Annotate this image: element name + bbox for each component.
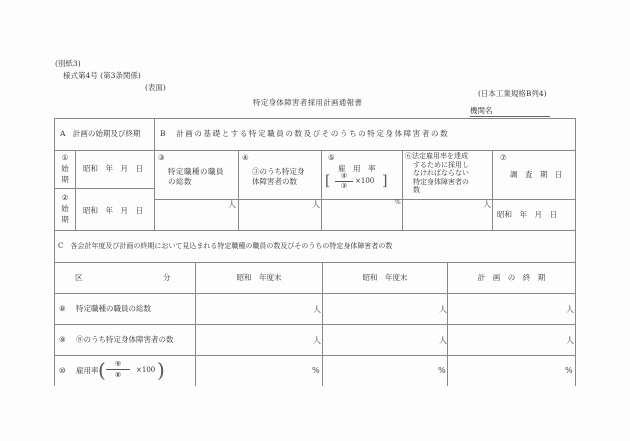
row10-input-3[interactable] [448, 356, 574, 386]
col6-label [405, 152, 469, 195]
label-line: の総数 [168, 177, 192, 186]
formula-multiplier: ×100 [136, 366, 156, 374]
side-label: (表面) [145, 83, 166, 92]
start-period-1-date[interactable]: 昭和 年 月 日 [83, 164, 143, 173]
column-header-fy1: 昭和 年度末 [236, 273, 282, 282]
circled-number: ② [61, 193, 69, 202]
col4-input[interactable] [239, 200, 320, 230]
label-line: 数 [413, 186, 420, 194]
section-a-heading: A 計画の始期及び終期 [60, 129, 141, 138]
row10-unit-3: % [565, 366, 573, 375]
label-char: 始 [61, 204, 69, 213]
col5-number: ⑤ [328, 153, 335, 162]
row10-unit-2: % [438, 366, 446, 375]
col3-input[interactable] [155, 200, 237, 230]
section-c-heading: C 各会計年度及び計画の終期において見込まれる特定職種の職員の数及びそのうちの特定身体障害者の数 [58, 242, 393, 250]
row9-unit-1: 人 [313, 336, 321, 345]
survey-date[interactable]: 昭和 年 月 日 [497, 210, 557, 219]
row9-input-1[interactable] [196, 325, 321, 355]
formula-numerator: ④ [335, 172, 353, 182]
agency-name-field[interactable] [470, 105, 550, 117]
row8-input-3[interactable] [448, 294, 574, 324]
category-header-left: 区 [75, 273, 83, 282]
label-line: 特定身体障害者の [413, 177, 469, 186]
circled-number: ① [61, 153, 69, 162]
section-b-heading: B 計画の基礎とする特定職員の数及びそのうちの特定身体障害者の数 [160, 129, 450, 138]
label-char: 始 [61, 164, 69, 173]
column-header-fy2: 昭和 年度末 [362, 273, 408, 282]
row9-input-2[interactable] [323, 325, 446, 355]
column-header-plan-end: 計 画 の 終 期 [477, 273, 546, 282]
label-line: なければならない [413, 169, 469, 177]
start-period-1-label [58, 152, 72, 185]
formula-multiplier: ×100 [355, 177, 375, 185]
row10-label: 雇用率 [76, 366, 99, 375]
label-line: 特定職種の職員 [168, 167, 224, 176]
row8-number: ⑧ [59, 304, 66, 313]
row8-input-1[interactable] [196, 294, 321, 324]
col6-input[interactable] [403, 200, 491, 230]
label-char: 期 [61, 215, 69, 224]
label-char: 期 [61, 175, 69, 184]
document-title: 特定身体障害者採用計画通報書 [253, 98, 363, 107]
col5-input[interactable] [322, 200, 401, 230]
col6-unit: 人 [483, 200, 491, 209]
row8-label: 特定職種の職員の総数 [76, 304, 151, 313]
row10-input-2[interactable] [323, 356, 446, 386]
form-number: 様式第4号 (第3条関係) [63, 71, 141, 80]
category-header-right: 分 [163, 273, 171, 282]
row10-number: ⑩ [59, 366, 66, 375]
col5-label: 雇 用 率 [338, 164, 376, 173]
label-line: 体障害者の数 [252, 177, 297, 186]
label-line: するために採用し [413, 160, 469, 169]
start-period-2-label [58, 192, 72, 225]
row9-number: ⑨ [59, 335, 66, 344]
col7-label: 調 査 期 日 [510, 170, 563, 179]
col5-unit: % [395, 199, 401, 206]
row9-input-3[interactable] [448, 325, 574, 355]
paper-size-label: (日本工業規格B列4) [478, 89, 547, 98]
col4-label [252, 167, 305, 187]
start-period-2-date[interactable]: 昭和 年 月 日 [83, 206, 143, 215]
col3-label [168, 167, 224, 187]
row8-unit-2: 人 [439, 305, 447, 314]
row10-input-1[interactable] [196, 356, 321, 386]
row8-unit-1: 人 [313, 305, 321, 314]
label-line: ⑥法定雇用率を達成 [405, 152, 468, 160]
row9-unit-2: 人 [439, 336, 447, 345]
attachment-label: (別紙3) [55, 59, 81, 68]
row9-label: ⑧のうち特定身体障害者の数 [76, 335, 174, 344]
formula-denominator: ⑧ [114, 371, 122, 379]
col7-number: ⑦ [500, 153, 507, 162]
agency-name-label: 機関名 [470, 106, 493, 115]
row9-unit-3: 人 [566, 336, 574, 345]
row8-unit-3: 人 [566, 305, 574, 314]
formula-numerator: ⑨ [106, 360, 130, 370]
col3-unit: 人 [228, 200, 236, 209]
row10-unit-1: % [312, 366, 320, 375]
row8-input-2[interactable] [323, 294, 446, 324]
formula-denominator: ③ [340, 182, 348, 190]
col4-number: ④ [242, 153, 249, 162]
col4-unit: 人 [312, 200, 320, 209]
label-line: ③のうち特定身 [252, 167, 305, 176]
col3-number: ③ [158, 153, 165, 162]
